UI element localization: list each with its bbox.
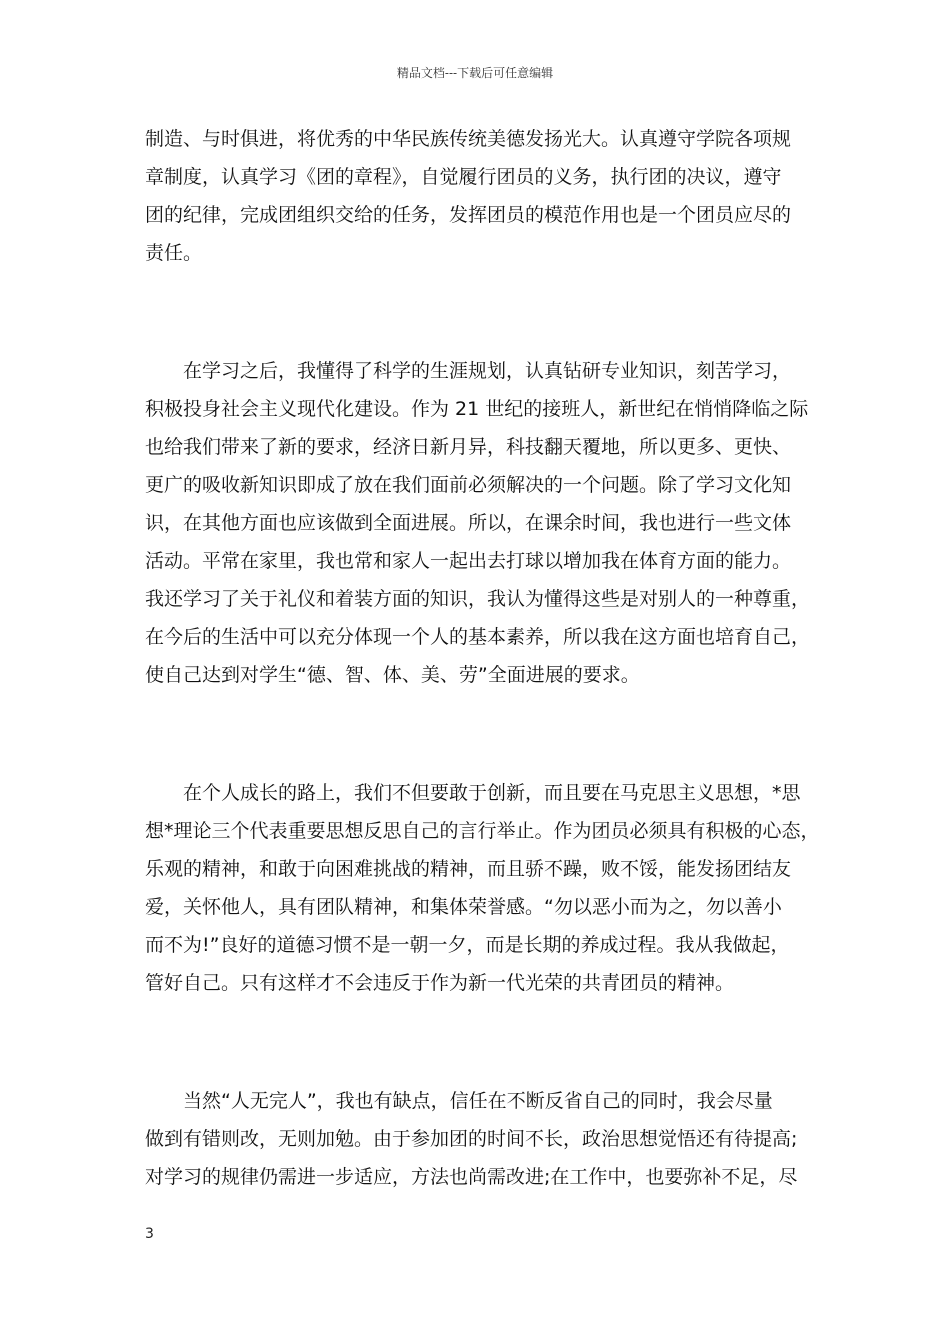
paragraph: [145, 774, 820, 1002]
document-body: [145, 120, 820, 1196]
text-line: 制造、与时俱进，将优秀的中华民族传统美德发扬光大。认真遵守学院各项规: [145, 128, 792, 150]
paragraph-gap: [145, 272, 817, 352]
text-line: 积极投身社会主义现代化建设。作为 21 世纪的接班人，新世纪在悄悄降临之际: [145, 398, 809, 420]
page-number: 3: [145, 1226, 154, 1242]
text-line: 爱，关怀他人，具有团队精神，和集体荣誉感。“勿以恶小而为之，勿以善小: [145, 896, 782, 918]
text-line: 更广的吸收新知识即成了放在我们面前必须解决的一个问题。除了学习文化知: [145, 474, 792, 496]
paragraph: [145, 120, 817, 272]
text-line: 而不为!”良好的道德习惯不是一朝一夕，而是长期的养成过程。我从我做起，: [145, 934, 790, 956]
paragraph: [145, 352, 817, 694]
page-header: 精品文档---下载后可任意编辑: [396, 66, 554, 80]
text-line: 章制度，认真学习《团的章程》，自觉履行团员的义务，执行团的决议，遵守: [145, 166, 782, 188]
text-line: 使自己达到对学生“德、智、体、美、劳”全面进展的要求。: [145, 664, 640, 686]
text-line: 也给我们带来了新的要求，经济日新月异，科技翻天覆地，所以更多、更快、: [145, 436, 792, 458]
paragraph-gap: [145, 1002, 817, 1082]
text-line: 识，在其他方面也应该做到全面进展。所以，在课余时间，我也进行一些文体: [145, 512, 792, 534]
text-line: 责任。: [145, 242, 203, 264]
text-line: 在今后的生活中可以充分体现一个人的基本素养，所以我在这方面也培育自己，: [145, 626, 811, 648]
text-line: 对学习的规律仍需进一步适应，方法也尚需改进;在工作中，也要弥补不足，尽: [145, 1166, 798, 1188]
text-line: 想*理论三个代表重要思想反思自己的言行举止。作为团员必须具有积极的心态，: [145, 820, 820, 842]
text-line: 管好自己。只有这样才不会违反于作为新一代光荣的共青团员的精神。: [145, 972, 735, 994]
text-line: 做到有错则改，无则加勉。由于参加团的时间不长，政治思想觉悟还有待提高;: [145, 1128, 798, 1150]
text-line: 活动。平常在家里，我也常和家人一起出去打球以增加我在体育方面的能力。: [145, 550, 792, 572]
paragraph: [145, 1082, 817, 1196]
text-line: 团的纪律，完成团组织交给的任务，发挥团员的模范作用也是一个团员应尽的: [145, 204, 792, 226]
paragraph-gap: [145, 694, 817, 774]
text-line: 乐观的精神，和敢于向困难挑战的精神，而且骄不躁，败不馁，能发扬团结友: [145, 858, 792, 880]
text-line: 在学习之后，我懂得了科学的生涯规划，认真钻研专业知识，刻苦学习，: [183, 360, 792, 382]
text-line: 在个人成长的路上，我们不但要敢于创新，而且要在马克思主义思想，*思: [183, 782, 801, 804]
text-line: 当然“人无完人”，我也有缺点，信任在不断反省自己的同时，我会尽量: [183, 1090, 773, 1112]
text-line: 我还学习了关于礼仪和着装方面的知识，我认为懂得这些是对别人的一种尊重，: [145, 588, 811, 610]
